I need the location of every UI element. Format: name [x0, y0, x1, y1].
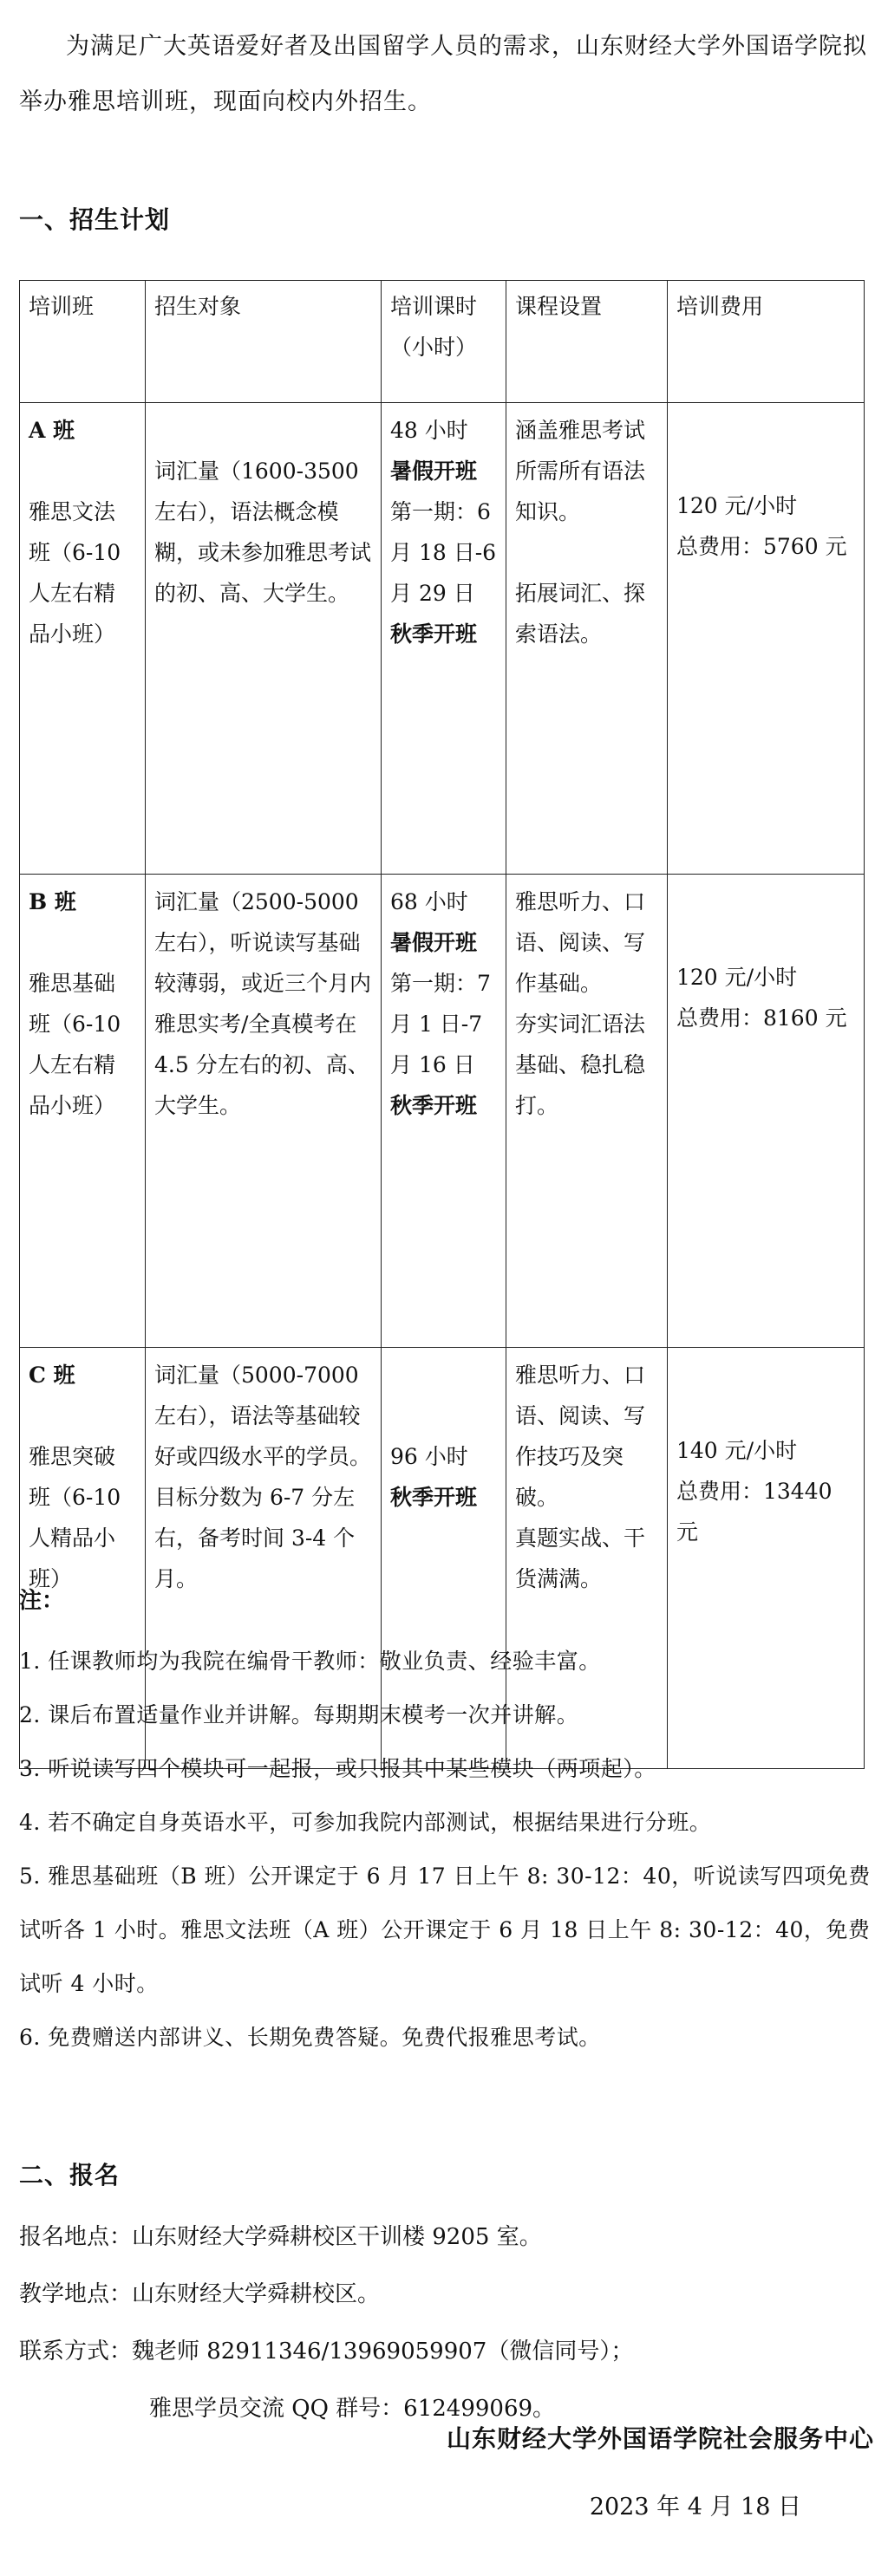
header-class: 培训班: [20, 281, 146, 403]
issue-date: 2023 年 4 月 18 日: [589, 2494, 801, 2521]
cell-fee: [668, 403, 865, 875]
summer-label: 暑假开班: [390, 930, 478, 955]
target-text: 词汇量（2500-5000左右），听说读写基础较薄弱，或近三个月内雅思实考/全真模考在 4.5 分左右的初、高、大学生。: [154, 889, 372, 1118]
cell-hours: [382, 403, 506, 875]
class-name: 雅思基础班（6-10人左右精品小班）: [29, 971, 121, 1118]
cell-course: [506, 875, 668, 1348]
organization-signature: 山东财经大学外国语学院社会服务中心: [446, 2424, 874, 2453]
signup-section: [19, 2208, 878, 2437]
cell-class: [20, 875, 146, 1348]
fee-rate: 140 元/小时: [676, 1438, 798, 1463]
note-item: 3. 听说读写四个模块可一起报，或只报其中某些模块（两项起）。: [19, 1756, 656, 1781]
period-text: 第一期：6 月 18 日-6 月 29 日: [390, 499, 497, 606]
course-text-2: 拓展词汇、探索语法。: [515, 581, 646, 647]
enrollment-plan-table: [19, 280, 865, 1769]
note-item: 4. 若不确定自身英语水平，可参加我院内部测试，根据结果进行分班。: [19, 1810, 712, 1835]
target-text: 词汇量（5000-7000左右），语法等基础较好或四级水平的学员。目标分数为 6-7 分左右，备考时间 3-4 个月。: [154, 1363, 372, 1591]
table-row-class-a: [20, 403, 865, 875]
intro-paragraph: 为满足广大英语爱好者及出国留学人员的需求，山东财经大学外国语学院拟举办雅思培训班，现面向校内外招生。: [19, 33, 867, 115]
course-text-1: 雅思听力、口语、阅读、写作基础。: [515, 889, 646, 996]
table-header-row: [20, 281, 865, 403]
cell-target: [146, 403, 382, 875]
fee-total: 总费用：5760 元: [676, 534, 847, 559]
autumn-label: 秋季开班: [390, 1485, 478, 1510]
hours-text: 68 小时: [390, 889, 468, 914]
header-target: 招生对象: [146, 281, 382, 403]
cell-hours: [382, 875, 506, 1348]
course-text-2: 夯实词汇语法基础、稳扎稳打。: [515, 1012, 646, 1118]
notes-title: 注：: [19, 1588, 65, 1614]
note-item: 6. 免费赠送内部讲义、长期免费答疑。免费代报雅思考试。: [19, 2025, 601, 2050]
header-hours: 培训课时（小时）: [382, 281, 506, 403]
period-text: 第一期：7 月 1 日-7 月 16 日: [390, 971, 491, 1077]
signup-location: 报名地点：山东财经大学舜耕校区干训楼 9205 室。: [19, 2224, 542, 2250]
notes-list: [19, 1635, 878, 2065]
autumn-label: 秋季开班: [390, 1093, 478, 1118]
fee-rate: 120 元/小时: [676, 965, 798, 990]
header-course: 课程设置: [506, 281, 668, 403]
table-row-class-b: [20, 875, 865, 1348]
section-enrollment-plan-title: 一、招生计划: [19, 205, 171, 234]
note-item: 5. 雅思基础班（B 班）公开课定于 6 月 17 日上午 8: 30-12：40，听说读写四项免费试听各 1 小时。雅思文法班（A 班）公开课定于 6 月 18 日上午 8: 30-12：40，免费试听 4 小时。: [19, 1864, 871, 1996]
fee-rate: 120 元/小时: [676, 493, 798, 518]
class-name: 雅思文法班（6-10人左右精品小班）: [29, 499, 121, 647]
notes-section: [19, 1583, 878, 2065]
header-fee: 培训费用: [668, 281, 865, 403]
cell-target: [146, 875, 382, 1348]
class-name: 雅思突破班（6-10人精品小班）: [29, 1444, 121, 1591]
summer-label: 暑假开班: [390, 459, 478, 484]
course-text-1: 涵盖雅思考试所需所有语法知识。: [515, 418, 646, 524]
contact-info: 联系方式：魏老师 82911346/13969059907（微信同号）；: [19, 2339, 634, 2365]
autumn-label: 秋季开班: [390, 621, 478, 647]
course-text-2: 真题实战、干货满满。: [515, 1525, 646, 1591]
note-item: 1. 任课教师均为我院在编骨干教师：敬业负责、经验丰富。: [19, 1649, 601, 1674]
class-code: C 班: [29, 1363, 75, 1388]
hours-text: 96 小时: [390, 1444, 468, 1469]
section-signup-title: 二、报名: [19, 2161, 121, 2189]
fee-total: 总费用：8160 元: [676, 1005, 847, 1031]
course-text-1: 雅思听力、口语、阅读、写作技巧及突破。: [515, 1363, 646, 1510]
note-item: 2. 课后布置适量作业并讲解。每期期末模考一次并讲解。: [19, 1702, 579, 1727]
target-text: 词汇量（1600-3500左右），语法概念模糊，或未参加雅思考试的初、高、大学生。: [154, 459, 372, 606]
teaching-location: 教学地点：山东财经大学舜耕校区。: [19, 2281, 381, 2307]
hours-text: 48 小时: [390, 418, 468, 443]
cell-fee: [668, 875, 865, 1348]
class-code: A 班: [29, 418, 75, 443]
class-code: B 班: [29, 889, 76, 914]
cell-course: [506, 403, 668, 875]
fee-total: 总费用：13440 元: [676, 1479, 832, 1545]
qq-group: 雅思学员交流 QQ 群号：612499069。: [149, 2396, 556, 2422]
cell-class: [20, 403, 146, 875]
